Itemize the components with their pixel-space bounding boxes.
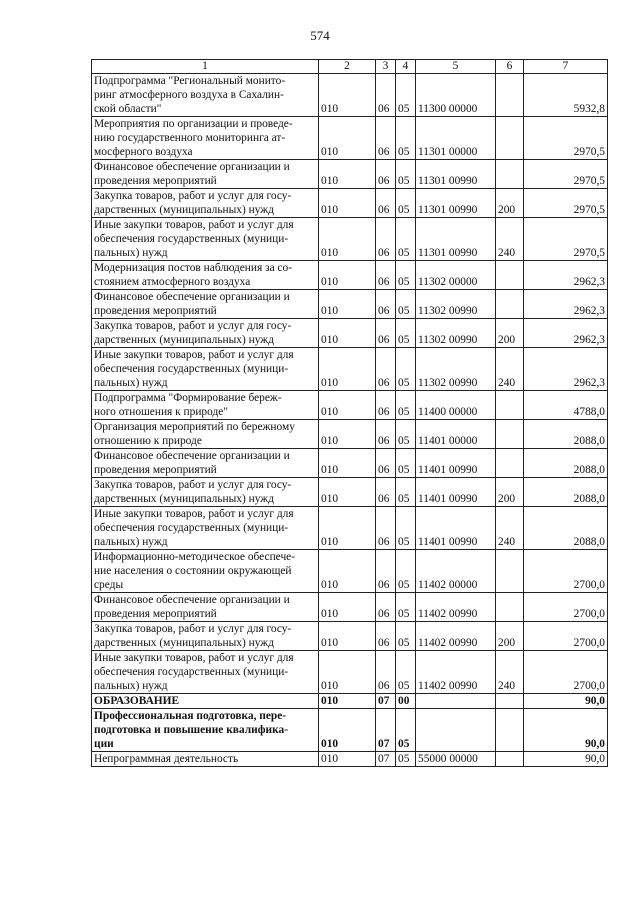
table-row <box>92 449 608 478</box>
row-name <box>92 622 319 651</box>
target-article-code: 11302 00990 <box>416 290 496 319</box>
row-name-line: Модернизация постов наблюдения за со- <box>94 262 293 274</box>
budget-table <box>91 59 608 767</box>
row-name-line: Информационно-методическое обеспече- <box>94 551 296 563</box>
table-row <box>92 550 608 593</box>
expense-type-code: 200 <box>496 478 524 507</box>
row-name <box>92 74 319 117</box>
target-article-code: 11301 00000 <box>416 117 496 160</box>
row-name <box>92 189 319 218</box>
ministry-code: 010 <box>319 319 376 348</box>
subsection-code: 05 <box>396 449 416 478</box>
target-article-code: 11402 00990 <box>416 651 496 694</box>
row-name-line: проведения мероприятий <box>94 175 217 187</box>
row-name-line: пальных) нужд <box>94 680 168 692</box>
row-name <box>92 290 319 319</box>
row-name-line: подготовка и повышение квалифика- <box>94 724 288 736</box>
amount: 2970,5 <box>524 160 608 189</box>
row-name-line: Финансовое обеспечение организации и <box>94 291 290 303</box>
amount: 2700,0 <box>524 651 608 694</box>
subsection-code: 05 <box>396 160 416 189</box>
amount: 4788,0 <box>524 391 608 420</box>
amount: 90,0 <box>524 709 608 752</box>
amount: 2962,3 <box>524 290 608 319</box>
row-name-line: Финансовое обеспечение организации и <box>94 161 290 173</box>
row-name-line: проведения мероприятий <box>94 464 217 476</box>
ministry-code: 010 <box>319 391 376 420</box>
table-row <box>92 593 608 622</box>
expense-type-code: 240 <box>496 507 524 550</box>
amount: 2962,3 <box>524 261 608 290</box>
section-code: 06 <box>376 189 396 218</box>
row-name-line: Финансовое обеспечение организации и <box>94 594 290 606</box>
target-article-code: 11401 00990 <box>416 507 496 550</box>
target-article-code: 11301 00990 <box>416 218 496 261</box>
row-name <box>92 478 319 507</box>
row-name-line: ской области" <box>94 103 162 115</box>
row-name-line: Закупка товаров, работ и услуг для госу- <box>94 479 292 491</box>
amount: 2088,0 <box>524 420 608 449</box>
section-code: 07 <box>376 752 396 767</box>
section-code: 06 <box>376 593 396 622</box>
ministry-code: 010 <box>319 478 376 507</box>
section-code: 06 <box>376 420 396 449</box>
table-row <box>92 420 608 449</box>
ministry-code: 010 <box>319 449 376 478</box>
table-row <box>92 189 608 218</box>
expense-type-code <box>496 160 524 189</box>
row-name-line: проведения мероприятий <box>94 305 217 317</box>
target-article-code: 11301 00990 <box>416 189 496 218</box>
expense-type-code <box>496 261 524 290</box>
section-code: 06 <box>376 622 396 651</box>
section-code: 06 <box>376 391 396 420</box>
expense-type-code <box>496 752 524 767</box>
amount: 90,0 <box>524 694 608 709</box>
row-name-line: дарственных (муниципальных) нужд <box>94 637 274 649</box>
expense-type-code: 240 <box>496 218 524 261</box>
row-name-line: Подпрограмма "Региональный монито- <box>94 75 286 87</box>
row-name-line: дарственных (муниципальных) нужд <box>94 334 274 346</box>
ministry-code: 010 <box>319 348 376 391</box>
subsection-code: 00 <box>396 694 416 709</box>
row-name-line: Закупка товаров, работ и услуг для госу- <box>94 190 292 202</box>
target-article-code: 11302 00990 <box>416 319 496 348</box>
ministry-code: 010 <box>319 420 376 449</box>
amount: 5932,8 <box>524 74 608 117</box>
expense-type-code: 240 <box>496 348 524 391</box>
section-code: 07 <box>376 709 396 752</box>
target-article-code: 11302 00990 <box>416 348 496 391</box>
section-code: 06 <box>376 478 396 507</box>
expense-type-code: 240 <box>496 651 524 694</box>
header-row <box>92 60 608 74</box>
table-row <box>92 507 608 550</box>
row-name-line: обеспечения государственных (муници- <box>94 363 289 375</box>
target-article-code: 11301 00990 <box>416 160 496 189</box>
expense-type-code <box>496 391 524 420</box>
row-name-line: Непрограммная деятельность <box>94 753 239 765</box>
expense-type-code: 200 <box>496 622 524 651</box>
row-name <box>92 593 319 622</box>
row-name-line: отношению к природе <box>94 435 202 447</box>
row-name-line: ции <box>94 738 114 750</box>
table-row <box>92 478 608 507</box>
section-code: 06 <box>376 261 396 290</box>
ministry-code: 010 <box>319 160 376 189</box>
subsection-code: 05 <box>396 74 416 117</box>
expense-type-code: 200 <box>496 319 524 348</box>
table-row <box>92 709 608 752</box>
row-name-line: пальных) нужд <box>94 247 168 259</box>
target-article-code: 11401 00990 <box>416 478 496 507</box>
row-name <box>92 752 319 767</box>
amount: 2700,0 <box>524 593 608 622</box>
ministry-code: 010 <box>319 651 376 694</box>
amount: 2088,0 <box>524 507 608 550</box>
subsection-code: 05 <box>396 550 416 593</box>
table-row <box>92 117 608 160</box>
ministry-code: 010 <box>319 218 376 261</box>
ministry-code: 010 <box>319 189 376 218</box>
target-article-code: 11402 00990 <box>416 593 496 622</box>
section-code: 06 <box>376 218 396 261</box>
row-name-line: Финансовое обеспечение организации и <box>94 450 290 462</box>
amount: 2088,0 <box>524 449 608 478</box>
row-name-line: дарственных (муниципальных) нужд <box>94 204 274 216</box>
ministry-code: 010 <box>319 261 376 290</box>
table-row <box>92 651 608 694</box>
row-name <box>92 160 319 189</box>
column-header: 6 <box>496 60 524 74</box>
expense-type-code: 200 <box>496 189 524 218</box>
row-name-line: пальных) нужд <box>94 377 168 389</box>
expense-type-code <box>496 449 524 478</box>
row-name-line: Закупка товаров, работ и услуг для госу- <box>94 320 292 332</box>
subsection-code: 05 <box>396 348 416 391</box>
row-name-line: пальных) нужд <box>94 536 168 548</box>
ministry-code: 010 <box>319 593 376 622</box>
subsection-code: 05 <box>396 189 416 218</box>
row-name <box>92 550 319 593</box>
row-name-line: дарственных (муниципальных) нужд <box>94 493 274 505</box>
section-code: 06 <box>376 290 396 319</box>
row-name <box>92 261 319 290</box>
row-name-line: Иные закупки товаров, работ и услуг для <box>94 652 294 664</box>
amount: 2700,0 <box>524 622 608 651</box>
row-name-line: проведения мероприятий <box>94 608 217 620</box>
section-code: 06 <box>376 651 396 694</box>
column-header: 7 <box>524 60 608 74</box>
row-name-line: нию государственного мониторинга ат- <box>94 132 286 144</box>
expense-type-code <box>496 709 524 752</box>
expense-type-code <box>496 593 524 622</box>
subsection-code: 05 <box>396 622 416 651</box>
column-header: 3 <box>376 60 396 74</box>
subsection-code: 05 <box>396 319 416 348</box>
section-code: 06 <box>376 449 396 478</box>
ministry-code: 010 <box>319 74 376 117</box>
section-code: 06 <box>376 74 396 117</box>
target-article-code <box>416 709 496 752</box>
row-name <box>92 709 319 752</box>
ministry-code: 010 <box>319 550 376 593</box>
row-name <box>92 117 319 160</box>
subsection-code: 05 <box>396 290 416 319</box>
row-name-line: мосферного воздуха <box>94 146 193 158</box>
target-article-code: 11400 00000 <box>416 391 496 420</box>
row-name-line: Иные закупки товаров, работ и услуг для <box>94 219 294 231</box>
ministry-code: 010 <box>319 694 376 709</box>
ministry-code: 010 <box>319 622 376 651</box>
ministry-code: 010 <box>319 290 376 319</box>
expense-type-code <box>496 694 524 709</box>
table-row <box>92 74 608 117</box>
column-header: 2 <box>319 60 376 74</box>
row-name <box>92 651 319 694</box>
row-name-line: Подпрограмма "Формирование береж- <box>94 392 282 404</box>
row-name <box>92 449 319 478</box>
row-name-line: Иные закупки товаров, работ и услуг для <box>94 508 294 520</box>
row-name-line: Профессиональная подготовка, пере- <box>94 710 287 722</box>
target-article-code: 11300 00000 <box>416 74 496 117</box>
row-name <box>92 319 319 348</box>
subsection-code: 05 <box>396 709 416 752</box>
expense-type-code <box>496 74 524 117</box>
ministry-code: 010 <box>319 507 376 550</box>
column-header: 4 <box>396 60 416 74</box>
amount: 2970,5 <box>524 189 608 218</box>
amount: 2700,0 <box>524 550 608 593</box>
amount: 2970,5 <box>524 117 608 160</box>
row-name-line: обеспечения государственных (муници- <box>94 666 289 678</box>
table-row <box>92 290 608 319</box>
row-name-line: среды <box>94 579 124 591</box>
column-header: 1 <box>92 60 319 74</box>
row-name-line: Иные закупки товаров, работ и услуг для <box>94 349 294 361</box>
row-name-line: Закупка товаров, работ и услуг для госу- <box>94 623 292 635</box>
table-body <box>92 74 608 767</box>
subsection-code: 05 <box>396 117 416 160</box>
amount: 2088,0 <box>524 478 608 507</box>
expense-type-code <box>496 290 524 319</box>
target-article-code: 11402 00000 <box>416 550 496 593</box>
table-row <box>92 218 608 261</box>
section-code: 06 <box>376 348 396 391</box>
column-header: 5 <box>416 60 496 74</box>
target-article-code: 11402 00990 <box>416 622 496 651</box>
target-article-code: 11302 00000 <box>416 261 496 290</box>
row-name <box>92 507 319 550</box>
row-name-line: Мероприятия по организации и проведе- <box>94 118 293 130</box>
table-row <box>92 694 608 709</box>
target-article-code: 11401 00990 <box>416 449 496 478</box>
section-code: 06 <box>376 117 396 160</box>
subsection-code: 05 <box>396 752 416 767</box>
ministry-code: 010 <box>319 709 376 752</box>
row-name-line: обеспечения государственных (муници- <box>94 233 289 245</box>
row-name <box>92 391 319 420</box>
target-article-code: 55000 00000 <box>416 752 496 767</box>
ministry-code: 010 <box>319 117 376 160</box>
table-row <box>92 391 608 420</box>
section-code: 07 <box>376 694 396 709</box>
table-row <box>92 622 608 651</box>
row-name-line: Организация мероприятий по бережному <box>94 421 295 433</box>
amount: 90,0 <box>524 752 608 767</box>
subsection-code: 05 <box>396 507 416 550</box>
row-name-line: стоянием атмосферного воздуха <box>94 276 251 288</box>
row-name-line: ного отношения к природе" <box>94 406 228 418</box>
subsection-code: 05 <box>396 261 416 290</box>
subsection-code: 05 <box>396 420 416 449</box>
subsection-code: 05 <box>396 391 416 420</box>
section-code: 06 <box>376 507 396 550</box>
table-row <box>92 160 608 189</box>
row-name <box>92 348 319 391</box>
row-name-line: обеспечения государственных (муници- <box>94 522 289 534</box>
row-name <box>92 420 319 449</box>
table-row <box>92 752 608 767</box>
section-code: 06 <box>376 160 396 189</box>
row-name-line: ОБРАЗОВАНИЕ <box>94 695 180 707</box>
table-row <box>92 261 608 290</box>
table-row <box>92 348 608 391</box>
table-row <box>92 319 608 348</box>
row-name <box>92 694 319 709</box>
amount: 2962,3 <box>524 319 608 348</box>
target-article-code: 11401 00000 <box>416 420 496 449</box>
subsection-code: 05 <box>396 478 416 507</box>
ministry-code: 010 <box>319 752 376 767</box>
target-article-code <box>416 694 496 709</box>
page-number: 574 <box>310 28 330 43</box>
section-code: 06 <box>376 550 396 593</box>
subsection-code: 05 <box>396 218 416 261</box>
section-code: 06 <box>376 319 396 348</box>
row-name-line: ние населения о состоянии окружающей <box>94 565 292 577</box>
row-name <box>92 218 319 261</box>
expense-type-code <box>496 550 524 593</box>
expense-type-code <box>496 420 524 449</box>
row-name-line: ринг атмосферного воздуха в Сахалин- <box>94 89 284 101</box>
expense-type-code <box>496 117 524 160</box>
subsection-code: 05 <box>396 593 416 622</box>
amount: 2962,3 <box>524 348 608 391</box>
amount: 2970,5 <box>524 218 608 261</box>
subsection-code: 05 <box>396 651 416 694</box>
